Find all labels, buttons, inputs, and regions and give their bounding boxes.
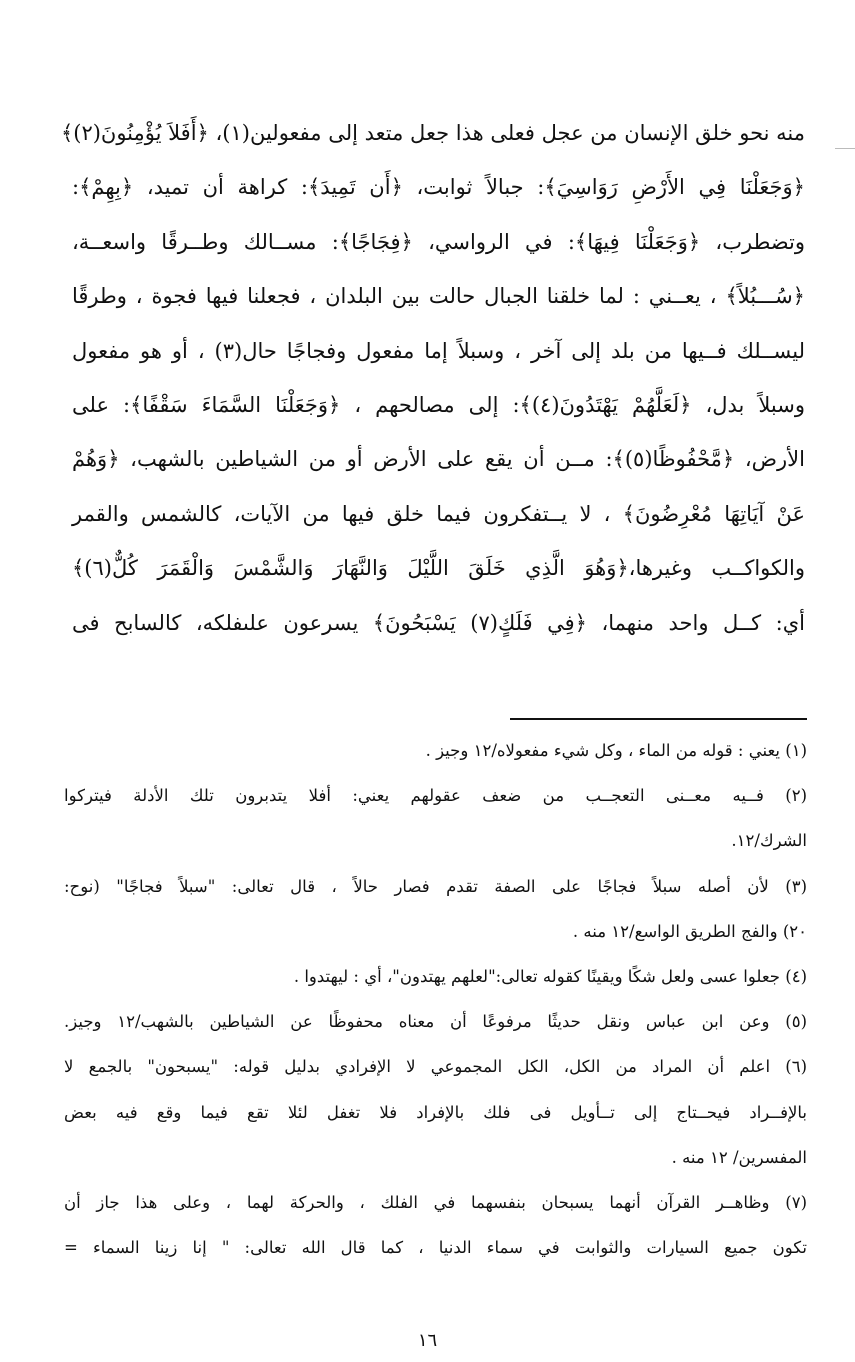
footnote-line: ٢٠) والفج الطريق الواسع/١٢ منه . [572,921,807,941]
footnotes-block [64,728,807,1270]
main-text-line: والكواكــب وغيرها،﴿وَهُوَ الَّذِي خَلَقَ اللَّيْلَ وَالنَّهَارَ وَالشَّمْسَ وَالْقَمَرَ كُلٌّ(٦)﴾ [72,556,805,581]
main-text-line: ﴿وَجَعَلْنَا فِي الأَرْضِ رَوَاسِيَ﴾: جبالاً ثوابت، ﴿أَن تَمِيدَ﴾: كراهة أن تميد، ﴿بِهِمْ﴾: [72,175,805,200]
footnote-line: (٦) اعلم أن المراد من الكل، الكل المجموعي لا الإفرادي بدليل قوله: "يسبحون" بالجمع لا [64,1057,807,1077]
footnote-line: المفسرين/ ١٢ منه . [671,1147,807,1167]
main-text-block [60,106,806,650]
footnote-line: (٥) وعن ابن عباس ونقل حديثًا مرفوعًا أن معناه محفوظًا عن الشياطين بالشهب/١٢ وجيز. [64,1012,807,1032]
footnote-line: تكون جميع السيارات والثوابت في سماء الدنيا ، كما قال الله تعالى: " إنا زينا السماء = [64,1238,807,1258]
main-text-line: عَنْ آيَاتِهَا مُعْرِضُونَ﴾ ، لا يــتفكرون فيما خلق فيها من الآيات، كالشمس والقمر [72,501,805,526]
main-text-line: منه نحو خلق الإنسان من عجل فعلى هذا جعل متعد إلى مفعولين(١)، ﴿أَفَلاَ يُؤْمِنُونَ(٢)﴾ [60,121,805,145]
main-text-line: وسبلاً بدل، ﴿لَعَلَّهُمْ يَهْتَدُونَ(٤)﴾: إلى مصالحهم ، ﴿وَجَعَلْنَا السَّمَاءَ سَقْفًا﴾: على [72,392,806,417]
footnote-line: (١) يعني : قوله من الماء ، وكل شيء مفعولاه/١٢ وجيز . [425,741,807,760]
main-text-line: ﴿سُـــبُلاً﴾ ، يعــني : لما خلقنا الجبال حالت بين البلدان ، فجعلنا فيها فجوة ، وطرقًا [72,284,805,309]
main-text-line: ليســلك فــيها من بلد إلى آخر ، وسبلاً إما مفعول وفجاجًا حال(٣) ، أو هو مفعول [72,338,806,363]
footnote-line: بالإفــراد فيحــتاج إلى تــأويل فى فلك بالإفراد فلا تغفل لئلا تقع فيما وقع فيه بعض [64,1102,807,1122]
main-text-line: الأرض، ﴿مَّحْفُوظًا(٥)﴾: مــن أن يقع على الأرض أو من الشياطين بالشهب، ﴿وَهُمْ [72,447,805,472]
main-text-line: أي: كــل واحد منهما، ﴿فِي فَلَكٍ(٧) يَسْبَحُونَ﴾ يسرعون علىفلكه، كالسابح فى [72,610,805,635]
footnote-line: (٧) وظاهــر القرآن أنهما يسبحان بنفسهما في الفلك ، والحركة لهما ، وعلى هذا جاز أن [64,1192,807,1212]
footnote-line: (٣) لأن أصله سبلاً فجاجًا على الصفة تقدم فصار حالاً ، قال تعالى: "سبلاً فجاجًا" (نوح: [64,876,807,896]
footnote-separator [510,718,807,720]
footnote-line: (٤) جعلوا عسى ولعل شكًا ويقينًا كقوله تعالى:"لعلهم يهتدون"، أي : ليهتدوا . [293,966,807,986]
footnote-line: (٢) فــيه معــنى التعجــب من ضعف عقولهم يعني: أفلا يتدبرون تلك الأدلة فيتركوا [64,786,807,806]
page-number: ١٦ [417,1330,438,1351]
footnote-line: الشرك/١٢. [731,831,807,851]
main-text-line: وتضطرب، ﴿وَجَعَلْنَا فِيهَا﴾: في الرواسي، ﴿فِجَاجًا﴾: مســالك وطــرقًا واسعــة، [72,229,805,254]
margin-mark [835,148,855,149]
